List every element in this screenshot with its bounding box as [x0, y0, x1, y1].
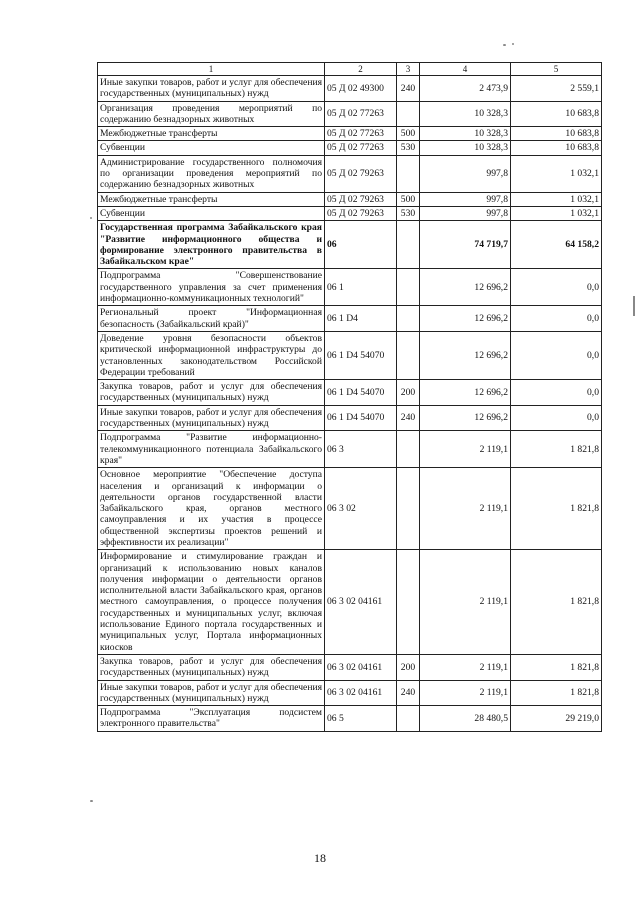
row-name-cell: Межбюджетные трансферты	[98, 192, 325, 206]
scan-speck	[90, 217, 92, 219]
row-value-2020-cell: 12 696,2	[420, 269, 511, 306]
table-row	[98, 269, 602, 306]
row-value-2021-cell: 29 219,0	[511, 706, 602, 732]
row-type-cell	[397, 306, 420, 332]
row-value-2020-cell: 10 328,3	[420, 101, 511, 127]
table-row	[98, 654, 602, 680]
row-name-cell: Субвенции	[98, 206, 325, 220]
row-code-cell: 06 1	[325, 269, 397, 306]
header-col-3: 3	[397, 63, 420, 76]
row-name-cell: Иные закупки товаров, работ и услуг для обеспечения государственных (муниципальных) нужд	[98, 76, 325, 102]
row-value-2021-cell: 0,0	[511, 269, 602, 306]
row-type-cell	[397, 431, 420, 468]
table-row	[98, 680, 602, 706]
row-value-2021-cell: 64 158,2	[511, 221, 602, 269]
row-value-2021-cell: 1 821,8	[511, 431, 602, 468]
table-header-row	[98, 63, 602, 76]
row-value-2021-cell: 1 032,1	[511, 155, 602, 192]
row-code-cell: 06 1 D4 54070	[325, 405, 397, 431]
header-col-2: 2	[325, 63, 397, 76]
table-row	[98, 550, 602, 655]
row-type-cell: 500	[397, 127, 420, 141]
row-name-cell: Государственная программа Забайкальского края "Развитие информационного общества и формирование электронного правительства в Забайкальском крае"	[98, 221, 325, 269]
row-type-cell	[397, 706, 420, 732]
row-code-cell: 05 Д 02 77263	[325, 101, 397, 127]
row-name-cell: Подпрограмма "Эксплуатация подсистем электронного правительства"	[98, 706, 325, 732]
row-value-2020-cell: 2 119,1	[420, 654, 511, 680]
row-value-2020-cell: 10 328,3	[420, 141, 511, 155]
row-type-cell	[397, 468, 420, 550]
header-col-4: 4	[420, 63, 511, 76]
row-name-cell: Межбюджетные трансферты	[98, 127, 325, 141]
header-col-1: 1	[98, 63, 325, 76]
row-name-cell: Закупка товаров, работ и услуг для обеспечения государственных (муниципальных) нужд	[98, 380, 325, 406]
row-name-cell: Доведение уровня безопасности объектов критической информационной инфраструктуры до установленных законодательством Российской Федерации требований	[98, 331, 325, 379]
row-type-cell: 530	[397, 141, 420, 155]
header-col-5: 5	[511, 63, 602, 76]
row-code-cell: 05 Д 02 49300	[325, 76, 397, 102]
row-value-2020-cell: 2 473,9	[420, 76, 511, 102]
row-name-cell: Администрирование государственного полномочия по организации проведения мероприятий по содержанию безнадзорных животных	[98, 155, 325, 192]
page-number: 18	[314, 851, 326, 865]
row-code-cell: 06 5	[325, 706, 397, 732]
row-code-cell: 05 Д 02 79263	[325, 155, 397, 192]
row-value-2021-cell: 10 683,8	[511, 127, 602, 141]
row-type-cell	[397, 221, 420, 269]
row-value-2021-cell: 1 821,8	[511, 550, 602, 655]
row-code-cell: 05 Д 02 77263	[325, 127, 397, 141]
row-code-cell: 06 3 02 04161	[325, 654, 397, 680]
row-name-cell: Организация проведения мероприятий по содержанию безнадзорных животных	[98, 101, 325, 127]
row-value-2020-cell: 10 328,3	[420, 127, 511, 141]
row-name-cell: Региональный проект "Информационная безопасность (Забайкальский край)"	[98, 306, 325, 332]
row-name-cell: Иные закупки товаров, работ и услуг для обеспечения государственных (муниципальных) нужд	[98, 680, 325, 706]
row-value-2020-cell: 2 119,1	[420, 680, 511, 706]
scan-speck	[503, 44, 506, 46]
row-value-2021-cell: 0,0	[511, 306, 602, 332]
scan-edge-mark	[633, 296, 635, 316]
row-value-2021-cell: 1 032,1	[511, 206, 602, 220]
row-name-cell: Закупка товаров, работ и услуг для обеспечения государственных (муниципальных) нужд	[98, 654, 325, 680]
row-code-cell: 06 3 02 04161	[325, 550, 397, 655]
table-row	[98, 405, 602, 431]
row-value-2021-cell: 1 821,8	[511, 680, 602, 706]
row-type-cell: 200	[397, 380, 420, 406]
row-value-2020-cell: 12 696,2	[420, 405, 511, 431]
table-row	[98, 141, 602, 155]
row-value-2020-cell: 74 719,7	[420, 221, 511, 269]
row-type-cell: 240	[397, 76, 420, 102]
row-code-cell: 05 Д 02 79263	[325, 206, 397, 220]
table-row	[98, 192, 602, 206]
row-code-cell: 06 1 D4 54070	[325, 331, 397, 379]
table-row	[98, 306, 602, 332]
table-row	[98, 431, 602, 468]
row-type-cell	[397, 331, 420, 379]
row-value-2021-cell: 1 032,1	[511, 192, 602, 206]
row-value-2020-cell: 997,8	[420, 206, 511, 220]
table-body	[98, 76, 602, 732]
row-type-cell	[397, 269, 420, 306]
row-value-2020-cell: 12 696,2	[420, 331, 511, 379]
table-row	[98, 127, 602, 141]
row-code-cell: 06 3	[325, 431, 397, 468]
row-name-cell: Основное мероприятие "Обеспечение доступа населения и организаций к информации о деятельности органов государственной власти Забайкальского края, органов местного самоуправления и их участия в процессе общественной экспертизы проектов решений и эффективности их реализации"	[98, 468, 325, 550]
table-row	[98, 101, 602, 127]
row-type-cell: 240	[397, 405, 420, 431]
table-row	[98, 221, 602, 269]
table-row	[98, 380, 602, 406]
row-code-cell: 06 1 D4	[325, 306, 397, 332]
row-name-cell: Подпрограмма "Развитие информационно-телекоммуникационного потенциала Забайкальского края"	[98, 431, 325, 468]
row-value-2020-cell: 28 480,5	[420, 706, 511, 732]
row-value-2020-cell: 2 119,1	[420, 468, 511, 550]
row-type-cell	[397, 155, 420, 192]
row-type-cell: 500	[397, 192, 420, 206]
row-code-cell: 06 3 02	[325, 468, 397, 550]
row-value-2021-cell: 10 683,8	[511, 101, 602, 127]
row-value-2021-cell: 10 683,8	[511, 141, 602, 155]
row-value-2020-cell: 2 119,1	[420, 550, 511, 655]
table-row	[98, 206, 602, 220]
row-type-cell: 240	[397, 680, 420, 706]
row-code-cell: 05 Д 02 79263	[325, 192, 397, 206]
table-row	[98, 706, 602, 732]
row-value-2020-cell: 997,8	[420, 192, 511, 206]
table-row	[98, 331, 602, 379]
row-value-2021-cell: 1 821,8	[511, 468, 602, 550]
row-value-2021-cell: 0,0	[511, 331, 602, 379]
row-code-cell: 05 Д 02 77263	[325, 141, 397, 155]
table-row	[98, 468, 602, 550]
row-value-2021-cell: 0,0	[511, 405, 602, 431]
scan-speck	[512, 43, 514, 45]
row-type-cell: 530	[397, 206, 420, 220]
row-value-2020-cell: 2 119,1	[420, 431, 511, 468]
row-code-cell: 06 1 D4 54070	[325, 380, 397, 406]
row-code-cell: 06	[325, 221, 397, 269]
row-type-cell: 200	[397, 654, 420, 680]
budget-table	[97, 62, 602, 732]
row-name-cell: Подпрограмма "Совершенствование государственного управления за счет применения информационно-коммуникационных технологий"	[98, 269, 325, 306]
scan-speck	[90, 800, 93, 802]
row-value-2021-cell: 1 821,8	[511, 654, 602, 680]
row-type-cell	[397, 101, 420, 127]
table-row	[98, 76, 602, 102]
table-row	[98, 155, 602, 192]
row-value-2021-cell: 2 559,1	[511, 76, 602, 102]
row-value-2021-cell: 0,0	[511, 380, 602, 406]
row-name-cell: Информирование и стимулирование граждан и организаций к использованию новых каналов получения информации о деятельности органов исполнительной власти Забайкальского края, органов местного самоуправления, о процессе получения государственных и муниципальных услуг, включая использование Единого портала государственных и муниципальных услуг, Портала информационных киосков	[98, 550, 325, 655]
row-value-2020-cell: 12 696,2	[420, 380, 511, 406]
row-value-2020-cell: 12 696,2	[420, 306, 511, 332]
row-type-cell	[397, 550, 420, 655]
row-name-cell: Иные закупки товаров, работ и услуг для обеспечения государственных (муниципальных) нужд	[98, 405, 325, 431]
row-code-cell: 06 3 02 04161	[325, 680, 397, 706]
row-name-cell: Субвенции	[98, 141, 325, 155]
row-value-2020-cell: 997,8	[420, 155, 511, 192]
